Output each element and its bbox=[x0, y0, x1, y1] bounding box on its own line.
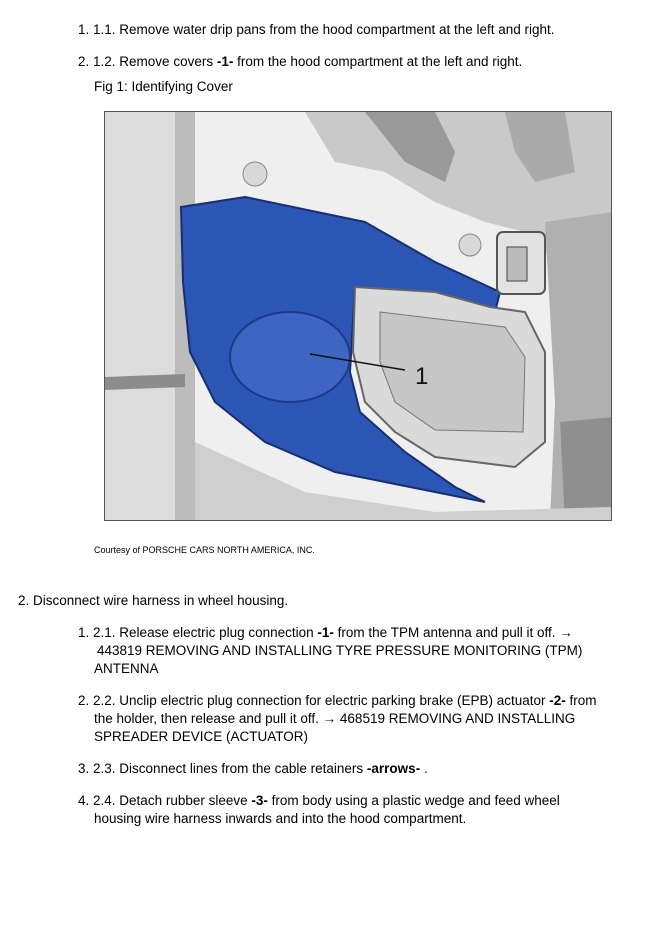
step-text-post: from body using a plastic wedge and feed wheel bbox=[267, 793, 560, 808]
section-text: Disconnect wire harness in wheel housing. bbox=[33, 593, 289, 608]
step-text-post: from the TPM antenna and pull it off. → bbox=[333, 625, 573, 640]
list-number: 1. bbox=[78, 22, 90, 37]
callout-number: 1 bbox=[415, 363, 429, 390]
callout-ref: -arrows- bbox=[366, 761, 421, 776]
step-text-post: from bbox=[565, 693, 597, 708]
step-text-post: . bbox=[420, 761, 428, 776]
step-text-post: from the hood compartment at the left and right. bbox=[233, 54, 523, 69]
step-2-4-line2: housing wire harness inwards and into the hood compartment. bbox=[94, 811, 467, 826]
step-2-3 bbox=[78, 760, 428, 778]
list-number: 2. bbox=[78, 693, 90, 708]
list-number: 4. bbox=[78, 793, 90, 808]
step-1-2 bbox=[78, 53, 522, 71]
step-text: 1.1. Remove water drip pans from the hood compartment at the left and right. bbox=[93, 22, 555, 37]
step-2-2-link[interactable]: SPREADER DEVICE (ACTUATOR) bbox=[94, 729, 309, 744]
step-2-1 bbox=[78, 624, 573, 642]
step-2-2 bbox=[78, 692, 597, 710]
callout-ref: -3- bbox=[251, 793, 268, 808]
callout-ref: -1- bbox=[216, 54, 234, 69]
cover-illustration bbox=[104, 111, 612, 521]
list-number: 1. bbox=[78, 625, 90, 640]
figure-caption: Fig 1: Identifying Cover bbox=[94, 79, 233, 94]
list-number: 2. bbox=[18, 593, 30, 608]
step-2-1-link-cont[interactable]: ANTENNA bbox=[94, 661, 159, 676]
step-text-pre: 2.4. Detach rubber sleeve bbox=[93, 793, 252, 808]
step-2-1-link[interactable]: 443819 REMOVING AND INSTALLING TYRE PRESSURE MONITORING (TPM) bbox=[97, 643, 583, 658]
section-2-heading bbox=[18, 592, 288, 610]
step-text-pre: 2.2. Unclip electric plug connection for electric parking brake (EPB) actuator bbox=[93, 693, 550, 708]
step-2-2-line2: the holder, then release and pull it off. → 468519 REMOVING AND INSTALLING bbox=[94, 711, 576, 726]
courtesy-note: Courtesy of PORSCHE CARS NORTH AMERICA, INC. bbox=[94, 545, 315, 555]
list-number: 2. bbox=[78, 54, 90, 69]
callout-ref: -1- bbox=[317, 625, 334, 640]
step-text-pre: 2.3. Disconnect lines from the cable retainers bbox=[93, 761, 367, 776]
step-text-pre: 1.2. Remove covers bbox=[93, 54, 217, 69]
callout-ref: -2- bbox=[549, 693, 566, 708]
step-1-1 bbox=[78, 21, 555, 39]
list-number: 3. bbox=[78, 761, 90, 776]
step-2-4 bbox=[78, 792, 560, 810]
step-text-pre: 2.1. Release electric plug connection bbox=[93, 625, 318, 640]
